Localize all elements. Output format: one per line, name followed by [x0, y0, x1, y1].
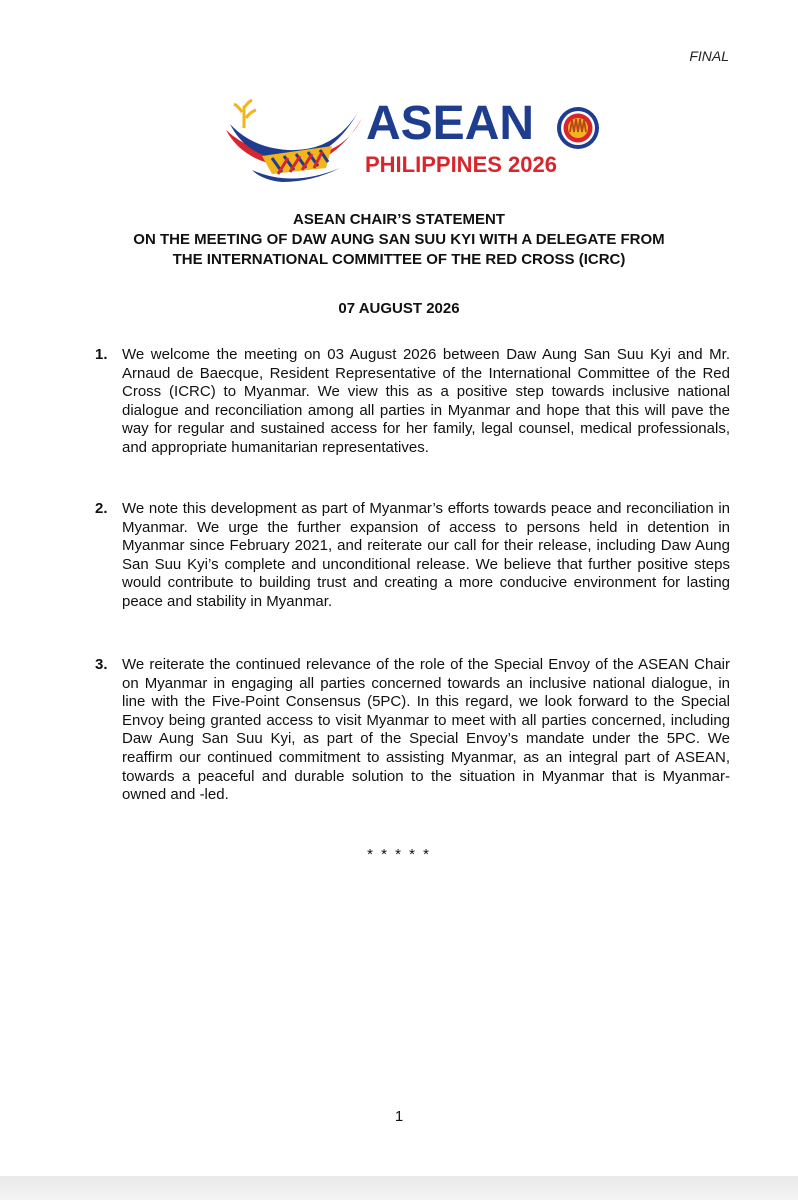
title-line-3: THE INTERNATIONAL COMMITTEE OF THE RED CROSS (ICRC): [172, 251, 626, 268]
logo-philippines-text: PHILIPPINES 2026: [365, 152, 557, 177]
page-edge-shadow: [0, 1176, 798, 1200]
statement-title: [100, 210, 698, 270]
statement-date: 07 AUGUST 2026: [338, 300, 460, 317]
paragraph-number: 2.: [95, 500, 108, 517]
paragraph-number: 3.: [95, 656, 108, 673]
title-line-1: ASEAN CHAIR’S STATEMENT: [293, 211, 505, 228]
final-status-label: FINAL: [689, 48, 729, 64]
end-marker: * * * * *: [367, 846, 431, 863]
paragraph-number: 1.: [95, 346, 108, 363]
paragraph-text: We note this development as part of Myanmar’s efforts towards peace and reconciliation in Myanmar. We urge the further expansion of access to persons held in detention in Myanmar since February 2021, and reiterate our call for their release, including Daw Aung San Suu Kyi’s complete and unconditional release. We believe that further positive steps would contribute to building trust and creating a more conducive environment for lasting peace and stability in Myanmar.: [122, 500, 730, 610]
paragraph-text: We welcome the meeting on 03 August 2026 between Daw Aung San Suu Kyi and Mr. Arnaud de Baecque, Resident Representative of the International Committee of the Red Cross (ICRC) to Myanmar. We view this as a positive step towards inclusive national dialogue and reconciliation among all parties in Myanmar and hope that this will pave the way for regular and sustained access for her family, legal counsel, medical professionals, and appropriate humanitarian representatives.: [122, 346, 730, 456]
asean-emblem-icon: [556, 106, 600, 150]
title-line-2: ON THE MEETING OF DAW AUNG SAN SUU KYI WITH A DELEGATE FROM: [133, 231, 665, 248]
paragraph-text: We reiterate the continued relevance of the role of the Special Envoy of the ASEAN Chair on Myanmar in engaging all parties concerned towards an inclusive national dialogue, in line with the Five-Point Consensus (5PC). In this regard, we look forward to the Special Envoy being granted access to visit Myanmar to meet with all parties concerned, including Daw Aung San Suu Kyi, as part of the Special Envoy’s mandate under the 5PC. We reaffirm our continued commitment to assisting Myanmar, as an integral part of ASEAN, towards a peaceful and durable solution to the situation in Myanmar that is Myanmar-owned and -led.: [122, 656, 730, 804]
paragraph-3: [95, 656, 730, 805]
paragraph-2: [95, 500, 730, 612]
asean-philippines-logo: [222, 98, 612, 190]
boat-emblem-icon: [222, 98, 372, 190]
logo-asean-text: ASEAN: [366, 97, 535, 150]
page-number: 1: [394, 1108, 404, 1125]
paragraph-1: [95, 346, 730, 458]
